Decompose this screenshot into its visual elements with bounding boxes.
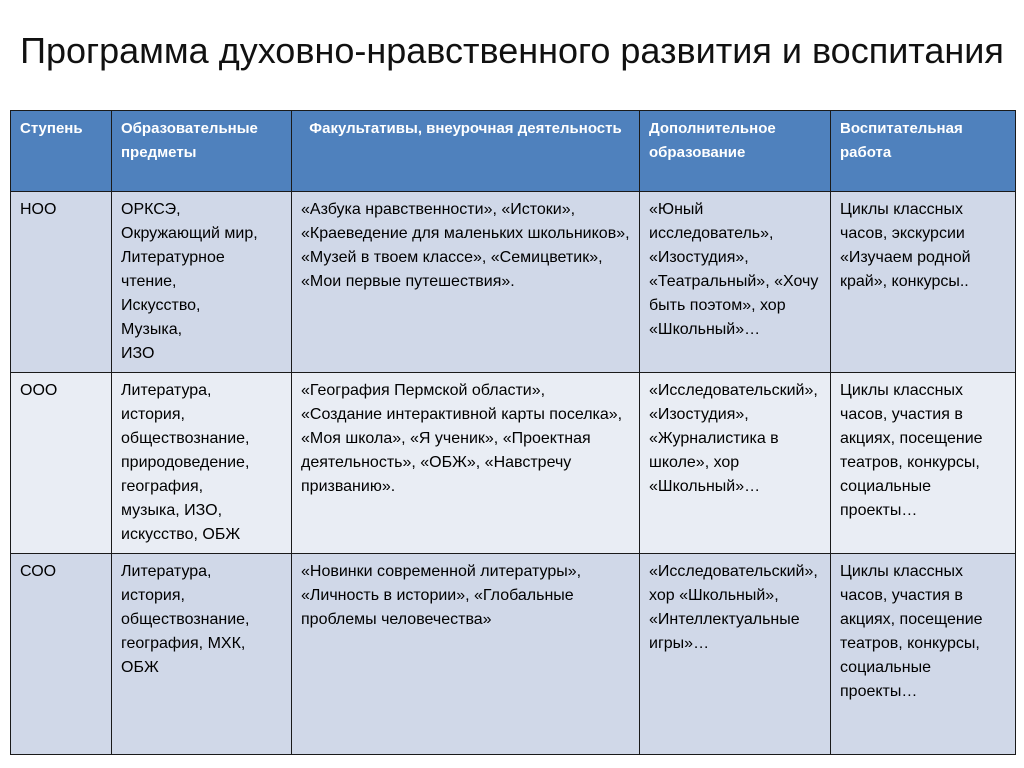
subject-line: ОРКСЭ,: [121, 201, 181, 218]
subject-line: чтение,: [121, 273, 177, 290]
subject-line: Литература,: [121, 563, 212, 580]
subject-line: Музыка,: [121, 321, 183, 338]
header-electives: Факультативы, внеурочная деятельность: [292, 111, 640, 192]
subject-line: история,: [121, 406, 185, 423]
cell-upbringing: Циклы классных часов, участия в акциях, посещение театров, конкурсы, социальные проекты…: [831, 373, 1016, 554]
cell-subjects: [112, 192, 292, 373]
table-row: [11, 192, 1016, 373]
subject-line: музыка, ИЗО,: [121, 502, 223, 519]
cell-electives: «Новинки современной литературы», «Личность в истории», «Глобальные проблемы человечества»: [292, 554, 640, 755]
subject-line: география, МХК,: [121, 635, 246, 652]
header-additional: Дополнительное образование: [640, 111, 831, 192]
subject-line: Искусство,: [121, 297, 201, 314]
cell-upbringing: Циклы классных часов, участия в акциях, посещение театров, конкурсы, социальные проекты…: [831, 554, 1016, 755]
cell-electives: «Азбука нравственности», «Истоки», «Краеведение для маленьких школьников», «Музей в твоем классе», «Семицветик», «Мои первые путешествия».: [292, 192, 640, 373]
subject-line: Окружающий мир,: [121, 225, 258, 242]
program-table: [10, 110, 1016, 755]
subject-line: ИЗО: [121, 345, 155, 362]
cell-electives: «География Пермской области», «Создание интерактивной карты поселка», «Моя школа», «Я ученик», «Проектная деятельность», «ОБЖ», «Навстречу призванию».: [292, 373, 640, 554]
table-row: [11, 554, 1016, 755]
header-stage: Ступень: [11, 111, 112, 192]
cell-upbringing: Циклы классных часов, экскурсии «Изучаем родной край», конкурсы..: [831, 192, 1016, 373]
cell-subjects: [112, 373, 292, 554]
cell-stage: ООО: [11, 373, 112, 554]
subject-line: география,: [121, 478, 204, 495]
subject-line: Литературное: [121, 249, 225, 266]
cell-additional: «Исследовательский», хор «Школьный», «Интеллектуальные игры»…: [640, 554, 831, 755]
cell-subjects: [112, 554, 292, 755]
subject-line: обществознание,: [121, 611, 250, 628]
cell-stage: СОО: [11, 554, 112, 755]
subject-line: обществознание,: [121, 430, 250, 447]
subject-line: ОБЖ: [121, 659, 159, 676]
subject-line: история,: [121, 587, 185, 604]
table-row: [11, 373, 1016, 554]
subject-line: искусство, ОБЖ: [121, 526, 241, 543]
subject-line: Литература,: [121, 382, 212, 399]
cell-additional: «Исследовательский», «Изостудия», «Журналистика в школе», хор «Школьный»…: [640, 373, 831, 554]
cell-additional: «Юный исследователь», «Изостудия», «Театральный», «Хочу быть поэтом», хор «Школьный»…: [640, 192, 831, 373]
cell-stage: НОО: [11, 192, 112, 373]
header-subjects: Образовательные предметы: [112, 111, 292, 192]
page-title: Программа духовно-нравственного развития и воспитания: [20, 30, 1004, 71]
header-upbringing: Воспитательная работа: [831, 111, 1016, 192]
subject-line: природоведение,: [121, 454, 250, 471]
table-header-row: [11, 111, 1016, 192]
